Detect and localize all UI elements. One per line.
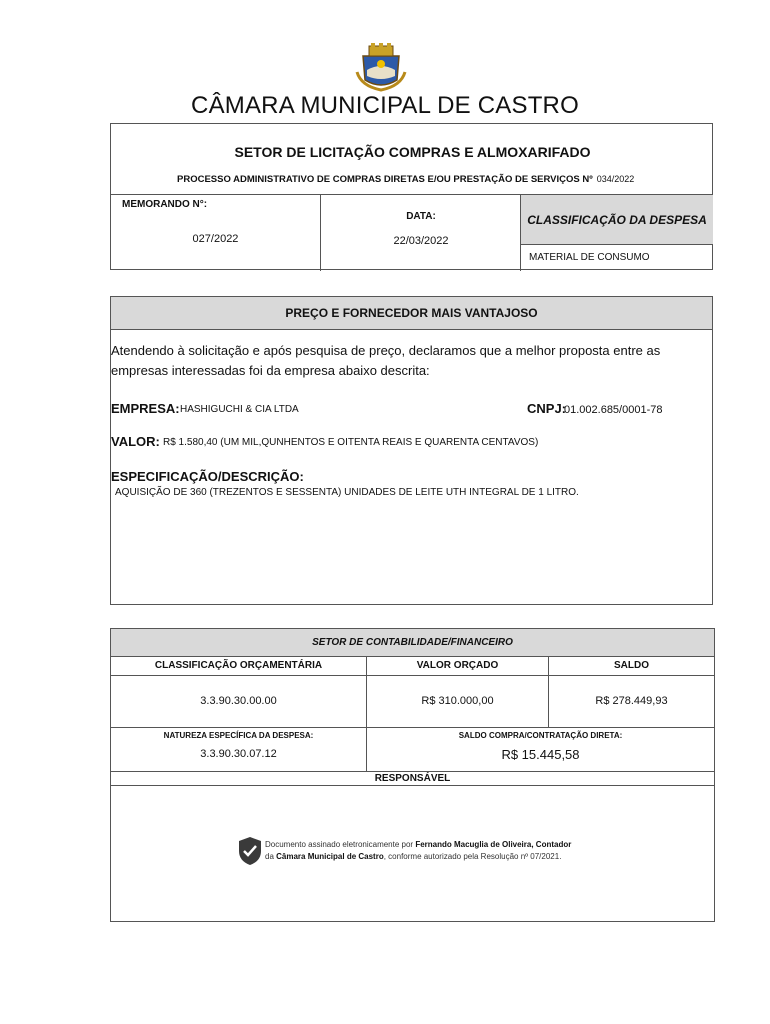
value-value: R$ 1.580,40 (UM MIL,QUNHENTOS E OITENTA REAIS E QUARENTA CENTAVOS) <box>163 437 539 448</box>
direct-balance-label: SALDO COMPRA/CONTRATAÇÃO DIRETA: <box>458 731 623 740</box>
col-classification: CLASSIFICAÇÃO ORÇAMENTÁRIA <box>111 657 367 675</box>
signature-text <box>265 839 571 863</box>
electronic-signature <box>237 836 617 870</box>
signer-organization: Câmara Municipal de Castro <box>276 852 384 861</box>
memo-value: 027/2022 <box>192 233 239 245</box>
classification-value: MATERIAL DE CONSUMO <box>529 252 650 263</box>
budget-value: R$ 310.000,00 <box>367 676 549 727</box>
company-value: HASHIGUCHI & CIA LTDA <box>180 404 299 415</box>
sector-box <box>110 123 713 270</box>
cnpj-value: 01.002.685/0001-78 <box>564 404 663 416</box>
spec-value: AQUISIÇÃO DE 360 (TREZENTOS E SESSENTA) UNIDADES DE LEITE UTH INTEGRAL DE 1 LITRO. <box>115 487 579 498</box>
nature-label: NATUREZA ESPECÍFICA DA DESPESA: <box>163 731 314 740</box>
date-value: 22/03/2022 <box>393 235 449 247</box>
finance-values-row <box>111 676 714 728</box>
process-label: PROCESSO ADMINISTRATIVO DE COMPRAS DIRETAS E/OU PRESTAÇÃO DE SERVIÇOS Nº <box>177 174 593 185</box>
finance-column-headers <box>111 657 714 676</box>
municipal-crest-icon <box>355 42 407 92</box>
memo-cell <box>110 195 321 271</box>
balance-value: R$ 278.449,93 <box>595 695 668 707</box>
nature-row <box>111 728 714 772</box>
finance-heading: SETOR DE CONTABILIDADE/FINANCEIRO <box>111 629 714 657</box>
process-number: 034/2022 <box>596 174 635 184</box>
direct-balance-cell <box>367 728 714 771</box>
page-title: CÂMARA MUNICIPAL DE CASTRO <box>191 92 579 119</box>
signer-name: Fernando Macuglia de Oliveira, Contador <box>415 840 572 849</box>
col-balance: SALDO <box>614 660 649 671</box>
signature-line1-prefix: Documento assinado eletronicamente por <box>265 840 416 849</box>
shield-check-icon <box>237 836 263 866</box>
company-label: EMPRESA: <box>111 401 180 416</box>
date-cell <box>321 195 521 271</box>
classification-cell <box>521 195 713 271</box>
supplier-heading: PREÇO E FORNECEDOR MAIS VANTAJOSO <box>111 297 712 330</box>
cnpj-label: CNPJ: <box>527 401 567 416</box>
memo-label: MEMORANDO N°: <box>122 199 208 210</box>
direct-balance-value: R$ 15.445,58 <box>501 747 580 762</box>
signature-line2-suffix: , conforme autorizado pela Resolução nº 07/2021. <box>383 852 562 861</box>
finance-box <box>110 628 715 922</box>
nature-value: 3.3.90.30.07.12 <box>200 748 277 760</box>
classification-label: CLASSIFICAÇÃO DA DESPESA <box>521 195 713 245</box>
supplier-intro: Atendendo à solicitação e após pesquisa de preço, declaramos que a melhor proposta entre as empresas interessadas foi da empresa abaixo descrita: <box>111 343 661 378</box>
value-label: VALOR: <box>111 434 160 449</box>
memo-row <box>110 194 713 270</box>
signature-line2-prefix: da <box>265 852 277 861</box>
classification-budget-value: 3.3.90.30.00.00 <box>111 676 367 727</box>
spec-label: ESPECIFICAÇÃO/DESCRIÇÃO: <box>111 469 304 484</box>
nature-cell <box>111 728 367 771</box>
col-budget: VALOR ORÇADO <box>367 657 549 675</box>
date-label: DATA: <box>406 211 436 222</box>
sector-title: SETOR DE LICITAÇÃO COMPRAS E ALMOXARIFADO <box>234 144 591 160</box>
responsible-label: RESPONSÁVEL <box>111 772 714 786</box>
supplier-box <box>110 296 713 605</box>
process-line <box>177 174 634 185</box>
